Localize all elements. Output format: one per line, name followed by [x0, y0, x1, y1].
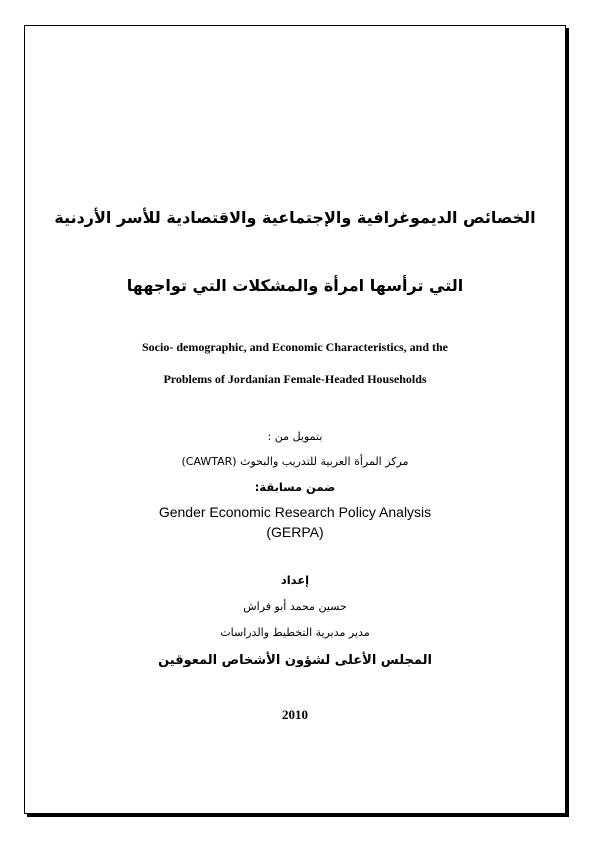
author-name: حسين محمد أبو فراش	[243, 600, 347, 613]
competition-label: ضمن مسابقة:	[254, 480, 336, 494]
publication-year: 2010	[282, 707, 308, 722]
program-name-line-1: Gender Economic Research Policy Analysis	[158, 504, 432, 520]
funder-name: مركز المرأة العربية للتدريب والبحوث (CAWTAR)	[181, 455, 409, 468]
arabic-title-line-2: التي ترأسها امرأة والمشكلات التي تواجهها	[126, 276, 464, 295]
program-name-line-2: (GERPA)	[266, 524, 324, 540]
author-position: مدير مديرية التخطيط والدراسات	[220, 626, 370, 639]
page-border	[24, 25, 566, 814]
english-title-line-2: Problems of Jordanian Female-Headed Households	[163, 372, 427, 386]
english-title-line-1: Socio- demographic, and Economic Characteristics, and the	[142, 340, 448, 354]
organization-name: المجلس الأعلى لشؤون الأشخاص المعوقين	[158, 653, 432, 668]
prepared-by-label: إعداد	[280, 573, 310, 587]
funding-label: بتمويل من :	[267, 430, 323, 443]
arabic-title-line-1: الخصائص الديموغرافية والإجتماعية والاقتصادية للأسر الأردنية	[54, 208, 536, 227]
